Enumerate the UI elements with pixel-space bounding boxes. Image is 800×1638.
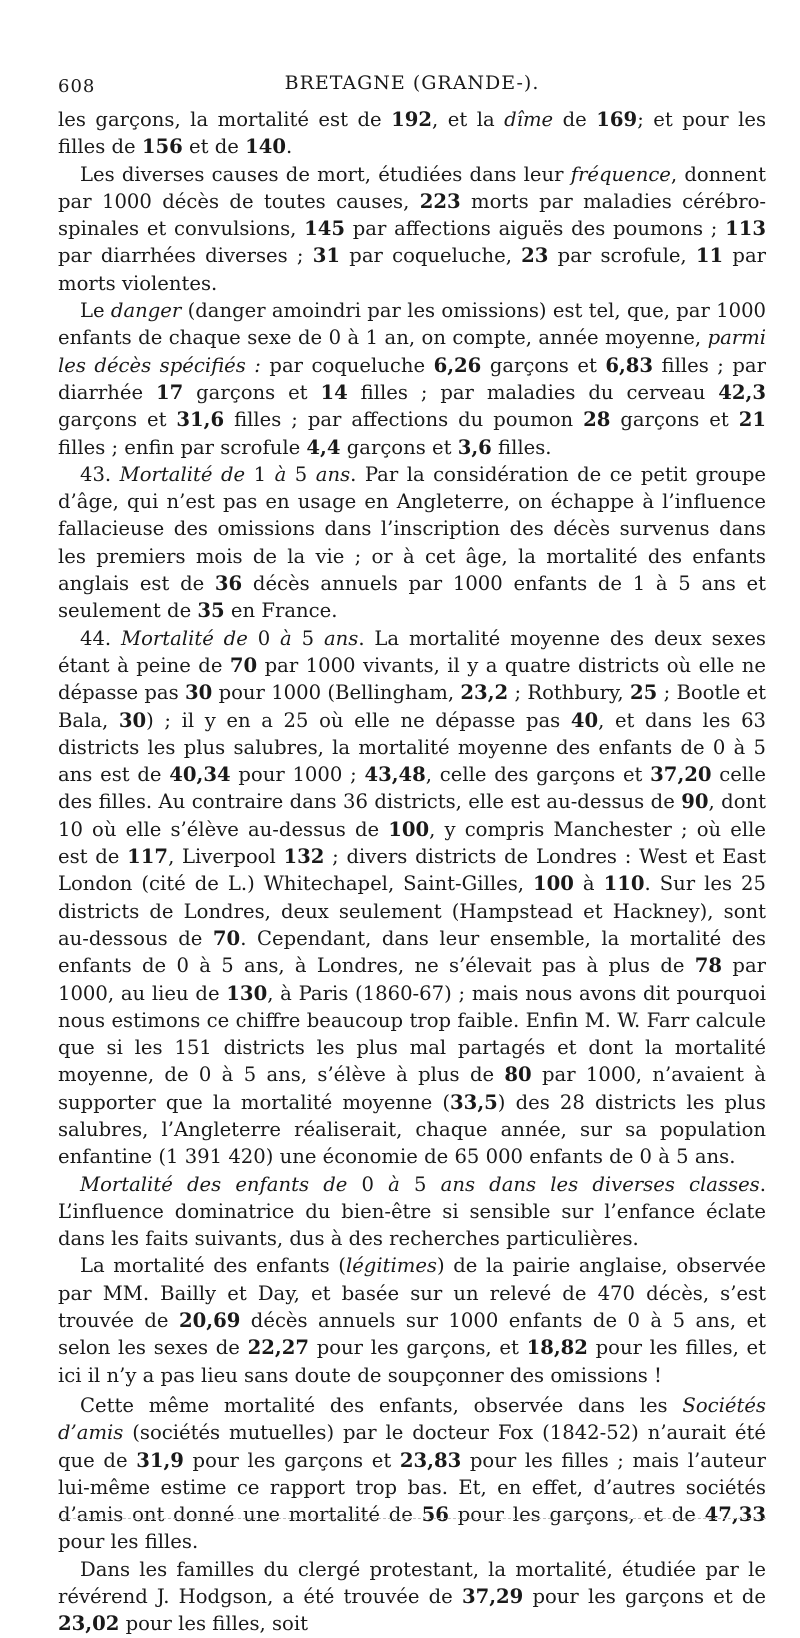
- footer-rule: [58, 1518, 766, 1519]
- paragraph: 43. Mortalité de 1 à 5 ans. Par la considération de ce petit groupe d’âge, qui n’est pas en usage en Angleterre, on échappe à l’influence fallacieuse des omissions dans l’inscription des décès survenus dans les premiers mois de la vie ; or à cet âge, la mortalité des enfants anglais est de 36 décès annuels par 1000 enfants de 1 à 5 ans et seulement de 35 en France.: [58, 462, 766, 623]
- paragraph: 44. Mortalité de 0 à 5 ans. La mortalité moyenne des deux sexes étant à peine de 70 par 1000 vivants, il y a quatre districts où elle ne dépasse pas 30 pour 1000 (Bellingham, 23,2 ; Rothbury, 25 ; Bootle et Bala, 30) ; il y en a 25 où elle ne dépasse pas 40, et dans les 63 districts les plus salubres, la mortalité moyenne des enfants de 0 à 5 ans est de 40,34 pour 1000 ; 43,48, celle des garçons et 37,20 celle des filles. Au contraire dans 36 districts, elle est au-dessus de 90, dont 10 où elle s’élève au-dessus de 100, y compris Manchester ; où elle est de 117, Liverpool 132 ; divers districts de Londres : West et East London (cité de L.) Whitechapel, Saint-Gilles, 100 à 110. Sur les 25 districts de Londres, deux seulement (Hampstead et Hackney), sont au-dessous de 70. Cependant, dans leur ensemble, la mortalité des enfants de 0 à 5 ans, à Londres, ne s’élevait pas à plus de 78 par 1000, au lieu de 130, à Paris (1860-67) ; mais nous avons dit pourquoi nous estimons ce chiffre beaucoup trop faible. Enfin M. W. Farr calcule que si les 151 districts les plus mal partagés et dont la mortalité moyenne, de 0 à 5 ans, s’élève à plus de 80 par 1000, n’avaient à supporter que la mortalité moyenne (33,5) des 28 districts les plus salubres, l’Angleterre réaliserait, chaque année, sur sa population enfantine (1 391 420) une économie de 65 000 enfants de 0 à 5 ans.: [58, 626, 767, 1169]
- running-head: BRETAGNE (GRANDE-).: [284, 72, 540, 94]
- body-text: [58, 106, 766, 1638]
- paragraph: Mortalité des enfants de 0 à 5 ans dans les diverses classes. L’influence dominatrice du bien-être si sensible sur l’enfance éclate dans les faits suivants, dus à des recherches particulières.: [58, 1172, 766, 1251]
- paragraph: les garçons, la mortalité est de 192, et la dîme de 169; et pour les filles de 156 et de 140.: [58, 108, 766, 159]
- paragraph: Le danger (danger amoindri par les omissions) est tel, que, par 1000 enfants de chaque sexe de 0 à 1 an, on compte, année moyenne, parmi les décès spécifiés : par coqueluche 6,26 garçons et 6,83 filles ; par diarrhée 17 garçons et 14 filles ; par maladies du cerveau 42,3 garçons et 31,6 filles ; par affections du poumon 28 garçons et 21 filles ; enfin par scrofule 4,4 garçons et 3,6 filles.: [58, 299, 767, 459]
- paragraph: Dans les familles du clergé protestant, la mortalité, étudiée par le révérend J. Hodgson, a été trouvée de 37,29 pour les garçons et de 23,02 pour les filles, soit: [58, 1557, 766, 1636]
- paragraph: La mortalité des enfants (légitimes) de la pairie anglaise, observée par MM. Bailly et Day, et basée sur un relevé de 470 décès, s’est trouvée de 20,69 décès annuels sur 1000 enfants de 0 à 5 ans, et selon les sexes de 22,27 pour les garçons, et 18,82 pour les filles, et ici il n’y a pas lieu sans doute de soupçonner des omissions !: [58, 1254, 767, 1387]
- paragraph: Les diverses causes de mort, étudiées dans leur fréquence, donnent par 1000 décès de toutes causes, 223 morts par maladies cérébro-spinales et convulsions, 145 par affections aiguës des poumons ; 113 par diarrhées diverses ; 31 par coqueluche, 23 par scrofule, 11 par morts violentes.: [58, 162, 767, 295]
- paragraph: Cette même mortalité des enfants, observée dans les Sociétés d’amis (sociétés mutuelles) par le docteur Fox (1842-52) n’aurait été que de 31,9 pour les garçons et 23,83 pour les filles ; mais l’auteur lui-même estime ce rapport trop bas. Et, en effet, d’autres sociétés d’amis ont donné une mortalité de 56 pour les garçons, et de 47,33 pour les filles.: [58, 1393, 767, 1554]
- page-number: 608: [58, 76, 96, 97]
- page-header: [58, 68, 766, 100]
